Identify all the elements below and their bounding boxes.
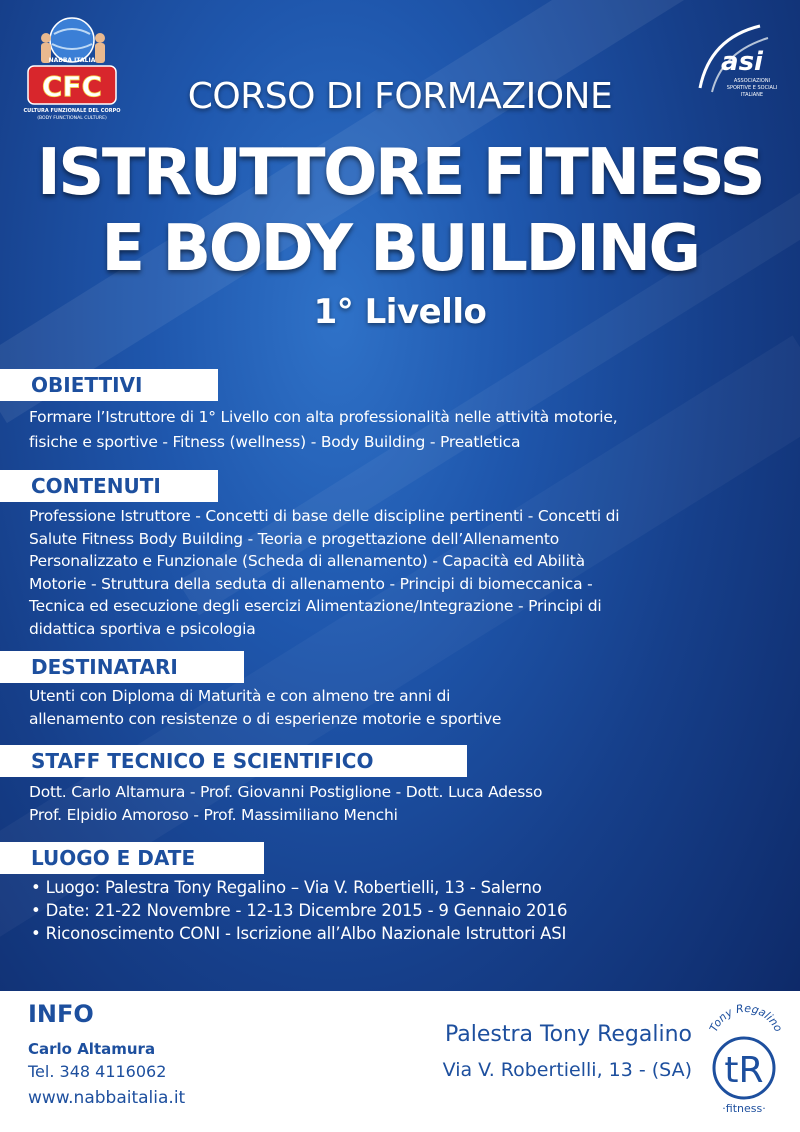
section-body-obiettivi (29, 405, 779, 455)
website-link[interactable]: www.nabbaitalia.it (28, 1088, 186, 1108)
section-body-luogo (31, 876, 781, 945)
cfc-subtitle: CULTURA FUNZIONALE DEL CORPO (23, 108, 121, 114)
text-line: Utenti con Diploma di Maturità e con almeno tre anni di (29, 687, 451, 705)
page-title-line-1: ISTRUTTORE FITNESS (36, 136, 764, 210)
cfc-subtitle-en: (BODY FUNCTIONAL CULTURE) (37, 116, 107, 121)
contact-name: Carlo Altamura (28, 1040, 156, 1058)
list-item: • Luogo: Palestra Tony Regalino – Via V. Robertielli, 13 - Salerno (31, 878, 542, 897)
section-heading-obiettivi (0, 369, 218, 401)
tony-regalino-fitness-logo (700, 1004, 788, 1116)
text-line: fisiche e sportive - Fitness (wellness) - Body Building - Preatletica (29, 433, 521, 451)
course-label: CORSO DI FORMAZIONE (187, 76, 613, 117)
asi-mark: asi (721, 47, 763, 77)
nabba-arc-text: NABBA ITALIA (48, 57, 96, 64)
level-label: 1° Livello (313, 292, 487, 332)
section-heading-luogo (0, 842, 264, 874)
section-heading-destinatari (0, 651, 244, 683)
text-line: allenamento con resistenze o di esperienze motorie e sportive (29, 709, 502, 728)
section-heading-text: CONTENUTI (31, 474, 161, 498)
cfc-mark: CFC (41, 70, 103, 103)
tr-mark: tR (724, 1050, 764, 1091)
text-line: Motorie - Struttura della seduta di allenamento - Principi di biomeccanica - (29, 574, 593, 593)
text-line: Tecnica ed esecuzione degli esercizi Alimentazione/Integrazione - Principi di (29, 597, 602, 615)
section-heading-staff (0, 745, 467, 777)
section-heading-text: STAFF TECNICO E SCIENTIFICO (31, 749, 374, 773)
list-item: • Date: 21-22 Novembre - 12-13 Dicembre 2015 - 9 Gennaio 2016 (31, 901, 568, 920)
asi-subtitle: SPORTIVE E SOCIALI (726, 85, 778, 91)
svg-text:Tony Regalino (707, 1004, 785, 1034)
text-line: didattica sportiva e psicologia (29, 619, 256, 638)
contact-telephone: Tel. 348 4116062 (28, 1062, 167, 1081)
text-line: Formare l’Istruttore di 1° Livello con alta professionalità nelle attività motorie, (29, 408, 618, 426)
tr-logo-subtitle: ·fitness· (722, 1102, 766, 1115)
section-body-destinatari (29, 685, 779, 730)
text-line: Prof. Elpidio Amoroso - Prof. Massimiliano Menchi (29, 805, 398, 824)
section-body-contenuti (29, 505, 779, 640)
asi-subtitle: ITALIANE (740, 92, 764, 98)
text-line: Personalizzato e Funzionale (Scheda di allenamento) - Capacità ed Abilità (29, 552, 585, 570)
list-item: • Riconoscimento CONI - Iscrizione all’Albo Nazionale Istruttori ASI (31, 924, 567, 943)
section-heading-text: DESTINATARI (31, 655, 178, 679)
gym-address: Via V. Robertielli, 13 - (SA) (442, 1059, 692, 1081)
asi-subtitle: ASSOCIAZIONI (733, 78, 771, 84)
section-heading-contenuti (0, 470, 218, 502)
text-line: Dott. Carlo Altamura - Prof. Giovanni Postiglione - Dott. Luca Adesso (29, 783, 543, 801)
page-title-line-2: E BODY BUILDING (101, 212, 699, 286)
section-heading-text: OBIETTIVI (31, 373, 143, 397)
text-line: Salute Fitness Body Building - Teoria e progettazione dell’Allenamento (29, 529, 560, 548)
text-line: Professione Istruttore - Concetti di base delle discipline pertinenti - Concetti di (29, 507, 620, 525)
section-body-staff (29, 781, 779, 826)
info-title: INFO (28, 1000, 94, 1028)
tr-logo-arc-text: Tony Regalino (706, 1004, 785, 1034)
section-heading-text: LUOGO E DATE (31, 846, 196, 870)
gym-name: Palestra Tony Regalino (444, 1022, 692, 1047)
